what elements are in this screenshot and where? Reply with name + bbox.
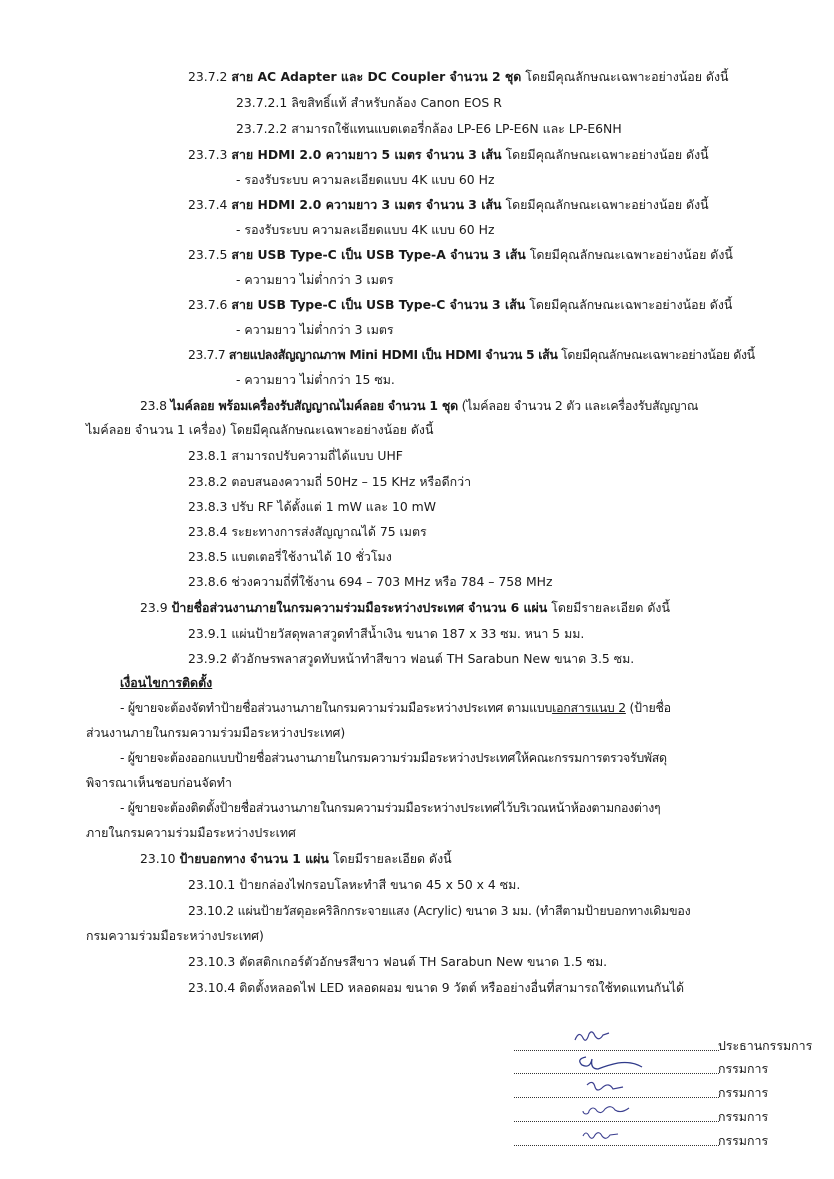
item-23-10-4: 23.10.4 ติดตั้งหลอดไฟ LED หลอดผอม ขนาด 9 วัตต์ หรืออย่างอื่นที่สามารถใช้ทดแทนกันได้ [188,980,684,995]
item-23-9-1: 23.9.1 แผ่นป้ายวัสดุพลาสวูดทำสีน้ำเงิน ขนาด 187 x 33 ซม. หนา 5 มม. [188,626,585,641]
role-label: กรรมการ [718,1109,769,1124]
signature-line [514,1073,719,1074]
role-label: กรรมการ [718,1085,769,1100]
signature-line [514,1145,719,1146]
condition-1: - ผู้ขายจะต้องจัดทำป้ายชื่อส่วนงานภายในกรมความร่วมมือระหว่างประเทศ ตามแบบเอกสารแนบ 2 (ป้ายชื่อ [120,700,671,715]
role-label: กรรมการ [718,1061,769,1076]
signature-row-member-1 [514,1055,824,1077]
item-23-9: 23.9 ป้ายชื่อส่วนงานภายในกรมความร่วมมือระหว่างประเทศ จำนวน 6 แผ่น โดยมีรายละเอียด ดังนี้ [140,600,670,615]
item-23-8-cont: ไมค์ลอย จำนวน 1 เครื่อง) โดยมีคุณลักษณะเฉพาะอย่างน้อย ดังนี้ [86,422,434,437]
item-23-10-3: 23.10.3 ตัดสติกเกอร์ตัวอักษรสีขาว ฟอนต์ TH Sarabun New ขนาด 1.5 ซม. [188,954,608,969]
handwritten-signature-5 [580,1127,624,1143]
item-23-8-5: 23.8.5 แบตเตอรี่ใช้งานได้ 10 ชั่วโมง [188,549,392,564]
handwritten-signature-1 [572,1026,612,1048]
signature-row-member-2 [514,1079,824,1101]
item-23-8-6: 23.8.6 ช่วงความถี่ที่ใช้งาน 694 – 703 MHz หรือ 784 – 758 MHz [188,574,553,589]
role-label: กรรมการ [718,1133,769,1148]
item-23-7-7-detail: - ความยาว ไม่ต่ำกว่า 15 ซม. [236,372,395,387]
signature-row-member-4 [514,1127,824,1149]
role-label: ประธานกรรมการ [718,1038,813,1053]
item-23-8: 23.8 ไมค์ลอย พร้อมเครื่องรับสัญญาณไมค์ลอย จำนวน 1 ชุด (ไมค์ลอย จำนวน 2 ตัว และเครื่องรับสัญญาณ [140,398,699,413]
condition-1-cont: ส่วนงานภายในกรมความร่วมมือระหว่างประเทศ) [86,725,346,740]
signature-line [514,1121,719,1122]
condition-2: - ผู้ขายจะต้องออกแบบป้ายชื่อส่วนงานภายในกรมความร่วมมือระหว่างประเทศให้คณะกรรมการตรวจรับพัสดุ [120,750,667,765]
item-23-8-4: 23.8.4 ระยะทางการส่งสัญญาณได้ 75 เมตร [188,524,427,539]
item-23-8-3: 23.8.3 ปรับ RF ได้ตั้งแต่ 1 mW และ 10 mW [188,499,437,514]
condition-2-cont: พิจารณาเห็นชอบก่อนจัดทำ [86,775,232,790]
installation-conditions-heading: เงื่อนไขการติดตั้ง [120,675,213,690]
item-23-9-2: 23.9.2 ตัวอักษรพลาสวูดทับหน้าทำสีขาว ฟอนต์ TH Sarabun New ขนาด 3.5 ซม. [188,651,635,666]
item-23-10-2-cont: กรมความร่วมมือระหว่างประเทศ) [86,928,264,943]
signature-row-chair [514,1032,824,1054]
item-23-7-6-detail: - ความยาว ไม่ต่ำกว่า 3 เมตร [236,322,394,337]
signature-line [514,1097,719,1098]
item-23-10: 23.10 ป้ายบอกทาง จำนวน 1 แผ่น โดยมีรายละเอียด ดังนี้ [140,851,452,866]
attachment-2-link: เอกสารแนบ 2 [552,700,626,715]
item-23-8-2: 23.8.2 ตอบสนองความถี่ 50Hz – 15 KHz หรือดีกว่า [188,474,472,489]
item-23-7-2-1: 23.7.2.1 ลิขสิทธิ์แท้ สำหรับกล้อง Canon EOS R [236,95,502,110]
handwritten-signature-2 [574,1049,654,1075]
item-23-10-2: 23.10.2 แผ่นป้ายวัสดุอะคริลิกกระจายแสง (Acrylic) ขนาด 3 มม. (ทำสีตามป้ายบอกทางเดิมของ [188,903,691,918]
handwritten-signature-4 [580,1101,634,1119]
item-23-7-3: 23.7.3 สาย HDMI 2.0 ความยาว 5 เมตร จำนวน 3 เส้น โดยมีคุณลักษณะเฉพาะอย่างน้อย ดังนี้ [188,147,709,162]
item-23-7-3-detail: - รองรับระบบ ความละเอียดแบบ 4K แบบ 60 Hz [236,172,495,187]
handwritten-signature-3 [584,1077,630,1095]
item-23-7-4: 23.7.4 สาย HDMI 2.0 ความยาว 3 เมตร จำนวน 3 เส้น โดยมีคุณลักษณะเฉพาะอย่างน้อย ดังนี้ [188,197,709,212]
item-23-8-1: 23.8.1 สามารถปรับความถี่ได้แบบ UHF [188,448,403,463]
item-23-7-2-2: 23.7.2.2 สามารถใช้แทนแบตเตอรี่กล้อง LP-E6 LP-E6N และ LP-E6NH [236,121,622,136]
item-23-7-6: 23.7.6 สาย USB Type-C เป็น USB Type-C จำนวน 3 เส้น โดยมีคุณลักษณะเฉพาะอย่างน้อย ดังนี้ [188,297,733,312]
item-23-7-5: 23.7.5 สาย USB Type-C เป็น USB Type-A จำนวน 3 เส้น โดยมีคุณลักษณะเฉพาะอย่างน้อย ดังนี้ [188,247,733,262]
item-23-10-1: 23.10.1 ป้ายกล่องไฟกรอบโลหะทำสี ขนาด 45 x 50 x 4 ซม. [188,877,521,892]
item-23-7-4-detail: - รองรับระบบ ความละเอียดแบบ 4K แบบ 60 Hz [236,222,495,237]
item-23-7-5-detail: - ความยาว ไม่ต่ำกว่า 3 เมตร [236,272,394,287]
item-23-7-2: 23.7.2 สาย AC Adapter และ DC Coupler จำนวน 2 ชุด โดยมีคุณลักษณะเฉพาะอย่างน้อย ดังนี้ [188,69,729,84]
condition-3-cont: ภายในกรมความร่วมมือระหว่างประเทศ [86,825,296,840]
item-23-7-7: 23.7.7 สายแปลงสัญญาณภาพ Mini HDMI เป็น HDMI จำนวน 5 เส้น โดยมีคุณลักษณะเฉพาะอย่างน้อย ดังนี้ [188,347,755,362]
signature-row-member-3 [514,1103,824,1125]
condition-3: - ผู้ขายจะต้องติดตั้งป้ายชื่อส่วนงานภายในกรมความร่วมมือระหว่างประเทศไว้บริเวณหน้าห้องตามกองต่างๆ [120,800,661,815]
